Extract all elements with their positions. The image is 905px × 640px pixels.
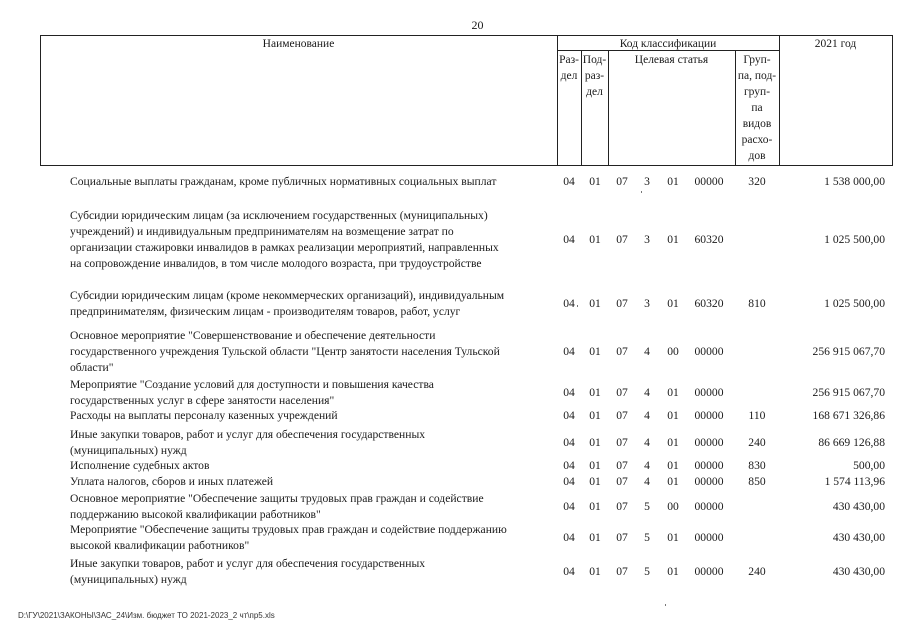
row-amount: 256 915 067,70 — [812, 386, 885, 399]
row-t2: 4 — [644, 345, 650, 358]
row-podrazdel: 01 — [589, 459, 601, 472]
row-razdel: 04 — [563, 233, 575, 246]
row-amount: 1 025 500,00 — [824, 297, 885, 310]
row-razdel: 04 — [563, 459, 575, 472]
row-t4: 00000 — [694, 409, 724, 422]
row-group: 810 — [748, 297, 766, 310]
row-name: Социальные выплаты гражданам, кроме публичных нормативных социальных выплат — [70, 175, 497, 188]
row-group: 110 — [748, 409, 766, 422]
row-t3: 01 — [667, 409, 679, 422]
row-t1: 07 — [616, 459, 628, 472]
row-razdel: 04 — [563, 409, 575, 422]
header-group: Груп- па, под- груп- па видов расхо- дов — [737, 54, 777, 162]
row-amount: 500,00 — [853, 459, 885, 472]
row-amount: 1 538 000,00 — [824, 175, 885, 188]
row-name: Субсидии юридическим лицам (кроме некоммерческих организаций), индивидуальным предпринимателям, физическим лицам - производителям товаров, работ, услуг — [70, 289, 505, 318]
row-t3: 01 — [667, 233, 679, 246]
row-group: 830 — [748, 459, 766, 472]
row-t3: 00 — [667, 345, 679, 358]
row-t3: 01 — [667, 175, 679, 188]
table-row — [0, 408, 905, 424]
row-podrazdel: 01 — [589, 297, 601, 310]
row-group: 850 — [748, 475, 766, 488]
table-row — [0, 377, 905, 409]
row-name: Исполнение судебных актов — [70, 459, 210, 472]
row-t2: 3 — [644, 297, 650, 310]
row-t1: 07 — [616, 565, 628, 578]
row-t1: 07 — [616, 531, 628, 544]
row-t1: 07 — [616, 297, 628, 310]
row-t2: 4 — [644, 459, 650, 472]
row-amount: 430 430,00 — [832, 500, 885, 513]
row-t2: 4 — [644, 386, 650, 399]
row-podrazdel: 01 — [589, 386, 601, 399]
row-t4: 00000 — [694, 531, 724, 544]
table-row — [0, 288, 905, 320]
row-razdel: 04 — [563, 345, 575, 358]
row-t1: 07 — [616, 345, 628, 358]
row-podrazdel: 01 — [589, 175, 601, 188]
row-t3: 01 — [667, 459, 679, 472]
row-t2: 5 — [644, 565, 650, 578]
table-row — [0, 328, 905, 376]
table-row — [0, 474, 905, 490]
header-target: Целевая статья — [634, 54, 709, 66]
page-number: 20 — [471, 18, 484, 32]
row-t2: 3 — [644, 233, 650, 246]
file-path: D:\ГУ\2021\ЗАКОНЫ\ЗАС_24\Изм. бюджет ТО 2021-2023_2 чт\пр5.xls — [18, 611, 275, 620]
row-amount: 1 574 113,96 — [824, 475, 885, 488]
row-t2: 5 — [644, 500, 650, 513]
row-t4: 00000 — [694, 459, 724, 472]
header-podrazdel: Под- раз- дел — [582, 54, 607, 98]
row-t3: 01 — [667, 565, 679, 578]
row-t2: 4 — [644, 409, 650, 422]
row-group: 320 — [748, 175, 766, 188]
table-row — [0, 556, 905, 588]
row-podrazdel: 01 — [589, 531, 601, 544]
row-name: Основное мероприятие "Совершенствование и обеспечение деятельности государственного учреждения Тульской области "Центр занятости населения Тульской области" — [70, 329, 500, 374]
row-t4: 00000 — [694, 175, 724, 188]
row-t4: 60320 — [694, 297, 724, 310]
row-t4: 00000 — [694, 500, 724, 513]
row-amount: 430 430,00 — [832, 531, 885, 544]
row-t4: 00000 — [694, 436, 724, 449]
row-podrazdel: 01 — [589, 233, 601, 246]
row-t1: 07 — [616, 233, 628, 246]
row-razdel: 04 — [563, 531, 575, 544]
row-amount: 86 669 126,88 — [818, 436, 885, 449]
row-t4: 00000 — [694, 565, 724, 578]
row-t3: 01 — [667, 475, 679, 488]
row-podrazdel: 01 — [589, 475, 601, 488]
row-name: Мероприятие "Обеспечение защиты трудовых прав граждан и содействие поддержанию высокой квалификации работников" — [70, 523, 507, 552]
header-code-group: Код классификации — [619, 38, 717, 50]
row-name: Расходы на выплаты персоналу казенных учреждений — [70, 409, 338, 422]
row-amount: 256 915 067,70 — [812, 345, 885, 358]
row-t4: 00000 — [694, 386, 724, 399]
row-razdel: 04 — [563, 436, 575, 449]
row-t3: 01 — [667, 436, 679, 449]
row-name: Основное мероприятие "Обеспечение защиты трудовых прав граждан и содействие поддержанию высокой квалификации работников" — [70, 492, 484, 521]
table-row — [0, 427, 905, 459]
row-razdel: 04 — [563, 297, 575, 310]
row-group: 240 — [748, 436, 766, 449]
row-amount: 168 671 326,86 — [812, 409, 885, 422]
row-razdel: 04 — [563, 175, 575, 188]
row-razdel: 04 — [563, 500, 575, 513]
row-t1: 07 — [616, 475, 628, 488]
header-name: Наименование — [262, 38, 335, 50]
row-amount: 430 430,00 — [832, 565, 885, 578]
row-t4: 00000 — [694, 475, 724, 488]
row-razdel: 04 — [563, 475, 575, 488]
row-t4: 00000 — [694, 345, 724, 358]
row-t2: 3 — [644, 175, 650, 188]
table-row — [0, 491, 905, 523]
row-podrazdel: 01 — [589, 345, 601, 358]
row-t1: 07 — [616, 436, 628, 449]
row-name: Уплата налогов, сборов и иных платежей — [70, 475, 274, 488]
table-row — [0, 174, 905, 190]
header-razdel: Раз- дел — [559, 54, 579, 82]
table-row — [0, 522, 905, 554]
row-name: Иные закупки товаров, работ и услуг для обеспечения государственных (муниципальных) нужд — [70, 557, 426, 586]
row-name: Мероприятие "Создание условий для доступности и повышения качества государственных услуг в сфере занятости населения" — [70, 378, 434, 407]
row-podrazdel: 01 — [589, 436, 601, 449]
row-t3: 01 — [667, 531, 679, 544]
row-group: 240 — [748, 565, 766, 578]
table-row — [0, 208, 905, 272]
header-year: 2021 год — [814, 38, 857, 50]
row-t2: 5 — [644, 531, 650, 544]
row-t4: 60320 — [694, 233, 724, 246]
row-t1: 07 — [616, 175, 628, 188]
row-razdel: 04 — [563, 386, 575, 399]
row-name: Субсидии юридическим лицам (за исключением государственных (муниципальных) учреждений) и индивидуальным предпринимателям на возмещение затрат по организации стажировки инвалидов в рамках реализации мероприятий, направленных на сопровождение инвалидов, в том числе молодого возраста, при трудоустройстве — [70, 209, 499, 270]
row-t2: 4 — [644, 475, 650, 488]
row-t1: 07 — [616, 409, 628, 422]
row-podrazdel: 01 — [589, 500, 601, 513]
row-podrazdel: 01 — [589, 409, 601, 422]
row-razdel: 04 — [563, 565, 575, 578]
row-t2: 4 — [644, 436, 650, 449]
row-amount: 1 025 500,00 — [824, 233, 885, 246]
table-row — [0, 458, 905, 474]
row-podrazdel: 01 — [589, 565, 601, 578]
row-t3: 00 — [667, 500, 679, 513]
row-t1: 07 — [616, 500, 628, 513]
row-t1: 07 — [616, 386, 628, 399]
row-name: Иные закупки товаров, работ и услуг для обеспечения государственных (муниципальных) нужд — [70, 428, 426, 457]
row-t3: 01 — [667, 386, 679, 399]
row-t3: 01 — [667, 297, 679, 310]
